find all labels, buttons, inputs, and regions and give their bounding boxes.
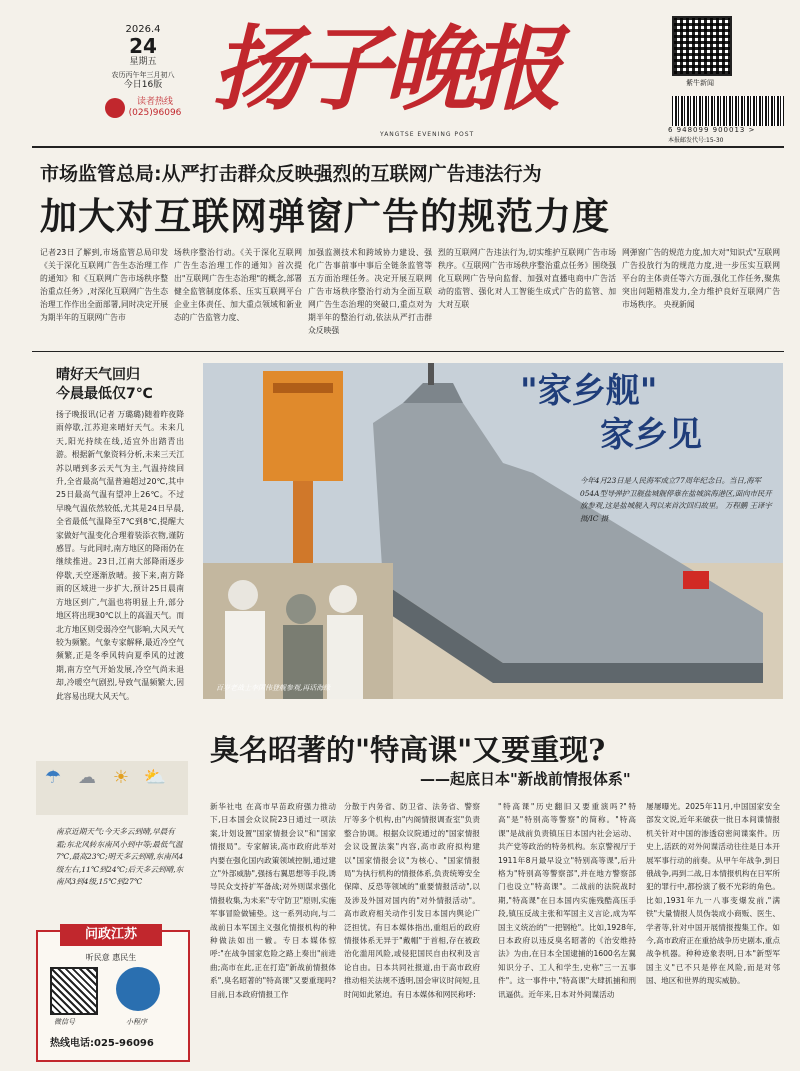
photo-title-2: 家乡见 — [600, 415, 702, 455]
photo-inset-caption: 百岁老战士李国伟登舰参观,再话海缘 — [216, 684, 331, 692]
weather-title — [56, 366, 153, 404]
date-box — [100, 18, 186, 140]
ad-sub: 听民意 惠民生 — [85, 953, 137, 962]
cloud-icon: ☁ — [78, 767, 96, 788]
weather-title-line1: 晴好天气回归 — [56, 367, 140, 383]
story2-column-3: "特高课"历史翻旧又要重演吗?"特高"是"特别高等警察"的简称。"特高课"是战前负责镇压日本国内社会运动、共产党等政治的特务机构。东京警视厅于1911年8月最早设立"特别高等课",后升格为"特别高等警察部",并在地方警察部门也设立"特高课"。二战前的法院战时期,"特高课"在日本国内实施残酷高压手段,镇压反战主张和军国主义言论,成为军国主义统治的"一把钢枪"。比如,1928年,日本政府以违反臭名昭著的《治安维持法》为由,在日本全国逮捕的1600名左翼知识分子、工人和学生,史称"三一五事件"。这一事件中,"特高课"大肆抓捕和刑讯逼供。近年来,日本对外间谍活动 — [498, 802, 636, 999]
lead-kicker: 市场监管总局:从严打击群众反映强烈的互联网广告违法行为 — [40, 163, 542, 185]
weather-icons — [36, 761, 188, 815]
lead-column-1: 记者23日了解到,市场监管总局印发《关于深化互联网广告生态治理工作的通知》和《互联网广告市场秩序整治重点任务》,对深化互联网广告生态治理工作作出全面部署,同时决定开展为期半年的互联网广告市 — [40, 248, 168, 322]
ad-cap-wechat: 微信号 — [54, 1018, 75, 1026]
ad-cap-mini: 小程序 — [126, 1018, 147, 1026]
weather-body: 扬子晚报讯(记者 万璐璐)随着昨夜降雨停歇,江苏迎来晴好天气。未来几天,阳光持续在线,适宜外出踏青出游。根据新气象资料分析,未来三天江苏以晴到多云天气为主,气温持续回升,全省最高气温普遍超过20℃,其中25日最高气温有望冲上26℃。不过早晚气温依然较低,尤其是24日早晨,全省最低气温降至7℃到8℃,提醒大家做好气温变化合理着装添衣物,谨防感冒。与此同时,南方地区的降雨仍在继续推进。23日,江南大部降雨逐步停歇,天空逐渐放晴。接下来,南方降雨的区域进一步扩大,预计25日晨南方地区到广,气温也将明显上升,部分地区将出现30℃以上的高温天气。而北方地区则受弱冷空气影响,大风天气较为频繁。气象专家解释,最近冷空气频繁,正是冬季风转向夏季风的过渡期,南方空气开始发展,冷空气尚未退却,冷暖空气剧烈,导致气温频繁大,因此容易出现大风天气。 — [56, 410, 184, 701]
date-weekday: 星期五 — [129, 57, 157, 67]
photo-caption: 今年4月23日是人民海军成立77周年纪念日。当日,海军054A型导弹护卫舰盐城舰停靠在盐城滨海港区,面向市民开放参观,这是盐城舰入列以来首次回归故里。 万程鹏 王译宇 摄/IC 摄 — [580, 476, 772, 523]
barcode-number: 6 948099 900013 > — [668, 126, 756, 134]
story2-headline: 臭名昭著的"特高课"又要重现? — [210, 733, 606, 767]
sun-icon: ☀ — [112, 767, 130, 788]
warship-photo — [203, 363, 783, 699]
ad-title: 问政江苏 — [60, 924, 162, 946]
ad-phone: 热线电话:025-96096 — [50, 1038, 154, 1049]
barcode-icon — [672, 96, 784, 126]
wechat-qr-icon — [50, 967, 98, 1015]
date-year-month: 2026.4 — [125, 24, 161, 35]
date-lunar: 农历丙午年三月初八 — [111, 71, 175, 79]
barcode-sub: 本报邮发代号:15-30 — [668, 137, 724, 144]
story2-column-1: 新华社电 在高市早苗政府强力推动下,日本国会众议院23日通过一项法案,计划设置"国家情报会议"和"国家情报局"。专家解读,高市政府此举对内要在强化国内政策领域控制,通过建立"外部威胁",强扬右翼思想等手段,诱导民众支持扩军备战;对外则谋求强化情报收集,为未来"专守防卫"原则,实施军事冒险做铺垫。这一系列动向,与二战前日本军国主义强化情报机构的种种做法如出一辙。专日本媒体惊呼:"在战争国家危险之路上奏出"前进曲;高市在此,正在打造"新战前情报体系",臭名昭著的"特高课"又要重现吗?目前,日本政府情报工作 — [210, 802, 336, 999]
partly-cloudy-icon: ⛅ — [143, 767, 167, 788]
story2-column-4: 屡屡曝光。2025年11月,中国国家安全部发文说,近年来破获一批日本间谍情报机关针对中国的渗透窃密间谍案件。历史上,活跃的对外间谍活动往往是日本开展军事行动的前奏。从甲午年战争,到日俄战争,再到二战,日本情报机构在日军所犯的罪行中,都扮演了极不光彩的角色。比如,1931年九一八事变爆发前,"满铁"大量情报人员伪装成小商贩、医生、学者等,针对中国开展情报搜集工作。如今,高市政府正在重拾战争历史剧本,重点战争机器。种种迹象表明,日本"新型军国主义"已不只是停在风险,而是对邻国、地区和世界的现实威胁。 — [646, 802, 780, 986]
date-pages: 今日16版 — [123, 80, 163, 90]
weather-title-line2: 今晨最低仅7℃ — [56, 386, 153, 402]
hotline-number: (025)96096 — [128, 108, 182, 118]
masthead-en: YANGTSE EVENING POST — [380, 131, 475, 138]
photo-title-1: "家乡舰" — [520, 371, 658, 411]
umbrella-icon: ☂ — [44, 767, 62, 788]
date-day: 24 — [129, 34, 157, 58]
paper-logo-icon — [105, 98, 125, 118]
lead-divider — [32, 351, 784, 352]
lead-column-3: 加强监测技术和跨域协力建设、强化广告事前事中事后全链条监管等五方面治理任务。决定开展互联网广告市场秩序整治行动为全面互联网广告生态治理的突破口,重点对为期半年的整治行动,依法从严打击群众反映强 — [308, 248, 432, 335]
hotline — [100, 97, 186, 119]
warship-illustration — [203, 363, 783, 699]
lead-headline: 加大对互联网弹窗广告的规范力度 — [40, 194, 610, 238]
qr-caption: 紫牛新闻 — [686, 79, 714, 87]
weather-forecast: 南京近期天气:今天多云到晴,早晨有霜;东北风转东南风小到中等;最低气温7℃,最高23℃;明天多云到晴,东南风4级左右,11℃到24℃;后天多云到晴,东南风3到4级,15℃到27℃ — [56, 827, 184, 886]
story2-subheadline: ——起底日本"新战前情报体系" — [420, 770, 631, 788]
qr-code-icon — [672, 16, 732, 76]
hotline-label: 读者热线 — [136, 97, 173, 107]
lead-column-5: 网弹窗广告的规范力度,加大对"知识式"互联网广告投放行为的规范力度,进一步压实互联网平台的主体责任等六方面,强化工作任务,聚焦突出问题精准发力,全力维护良好互联网广告市场秩序。 央视新闻 — [622, 248, 780, 309]
lead-column-4: 烈的互联网广告违法行为,切实维护互联网广告市场秩序。《互联网广告市场秩序整治重点任务》围绕强化互联网广告导向监督、加强对直播电商中广告活动的监管、强化对人工智能生成式广告的监管、加大对互联 — [438, 248, 616, 309]
mini-program-qr-icon — [116, 967, 160, 1011]
story2-column-2: 分散于内务省、防卫省、法务省、警察厅等多个机构,由"内阁情报调查室"负责整合协调。根据众议院通过的"国家情报会议设置法案"内容,高市政府拟构建以"国家情报会议"为核心、"国家情报局"为执行机构的情报体系,负责统筹安全保障、反恐等领域的"重要情报活动",以及涉及外国对国内的"对外情报活动"。高市政府相关动作引发日本国内舆论广泛担忧。有日本媒体指出,重组后的政府情报体系无异于"戴帽"于首相,存在被政治化滥用风险,或侵犯国民自由权利及言论自由。日本共同社报道,由于高市政府推动相关法规不透明,国会审议时间短,且时间如此紧迫。有日本媒体和网民称呼: — [344, 802, 480, 999]
masthead-title: 扬子晚报 — [212, 15, 557, 123]
masthead-divider — [32, 146, 784, 148]
lead-column-2: 场秩序整治行动。《关于深化互联网广告生态治理工作的通知》首次提出"互联网广告生态治理"的概念,部署健全监管制度体系、压实互联网平台企业主体责任、加大重点领域和新业态的广告监管力度、 — [174, 248, 302, 322]
